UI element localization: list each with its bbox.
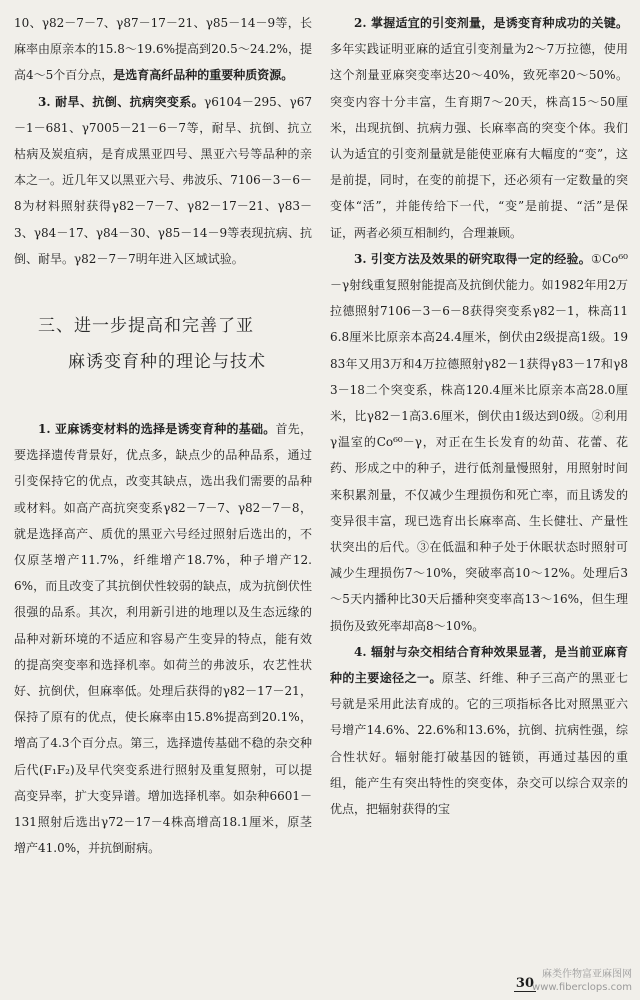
left-paragraph-continued — [14, 10, 312, 89]
section-heading-line-1: 三、进一步提高和完善了亚 — [38, 316, 254, 337]
watermark — [532, 968, 632, 994]
paragraph-body: 首先，要选择遗传背景好，优点多，缺点少的品种品系，通过引变保持它的优点，改变其缺点，选出我们需要的品种或材料。如高产高抗突变系γ82－7－7、γ82－7－8，就是选择高产、质优的黑亚六号经过照射后选出的，不仅原茎增产11.7%，纤维增产18.7%，种子增产12.6%，而且改变了其抗倒伏性较弱的缺点，成为抗倒伏性很强的品系。其次，利用新引进的地理以及生态远缘的品种对新环境的不适应和容易产生变异的特点，能有效的提高突变率和选择机率。如荷兰的弗波乐，农艺性状好、抗倒伏，但麻率低。处理后获得的γ82－17－21，保持了原有的优点，使长麻率由15.8%提高到20.1%，增高了4.3个百分点。第三，选择遗传基础不稳的杂交种后代(F₁F₂)及早代突变系进行照射及重复照射，可以提高变异率，扩大变异谱。增加选择机率。如杂种6601－131照射后选出γ72－17－4株高增高18.1厘米，原茎增产41.0%，并抗倒耐病。 — [14, 422, 312, 856]
paragraph-lead: 4. 辐射与杂交相结合育种效果显著，是当前亚麻育种的主要途径之一。 — [330, 644, 628, 686]
right-paragraph-radiation-hybrid — [330, 639, 628, 822]
paragraph-lead: 2. 掌握适宜的引变剂量，是诱变育种成功的关键。 — [354, 16, 628, 30]
left-paragraph-continued-text: 10、γ82－7－7、γ87－17－21、γ85－14－9等，长麻率由原亲本的15.8～19.6%提高到20.5～24.2%，提高4～5个百分点， — [14, 16, 312, 83]
right-paragraph-methods — [330, 246, 628, 639]
left-paragraph-material-selection — [14, 416, 312, 861]
section-heading-line-2: 麻诱变育种的理论与技术 — [68, 352, 266, 373]
right-paragraph-dose — [330, 10, 628, 246]
page-number: 30 — [515, 976, 534, 991]
section-heading — [14, 308, 312, 380]
paragraph-body: γ6104－295、γ67－1－681、γ7005－21－6－7等，耐旱、抗倒、抗立枯病及炭疽病，是育成黑亚四号、黑亚六号等品种的亲本之一。近几年又以黑亚六号、弗波乐、7106－3－6－8为材料照射获得γ82－7－7、γ82－17－21、γ83－3、γ84－17、γ84－30、γ85－14－9等表现抗病、抗倒、耐旱。γ82－7－7明年进入区域试验。 — [14, 94, 312, 266]
left-paragraph-drought-resistant — [14, 89, 312, 272]
paragraph-lead: 3. 引变方法及效果的研究取得一定的经验。 — [354, 251, 591, 266]
left-paragraph-continued-emphasis: 是选育高纤品种的重要种质资源。 — [113, 68, 294, 83]
paragraph-body: 多年实践证明亚麻的适宜引变剂量为2～7万拉德，使用这个剂量亚麻突变率达20～40%，致死率20～50%。突变内容十分丰富，生育期7～20天，株高15～50厘米，出现抗倒、抗病力强、长麻率高的突变个体。我们认为适宜的引变剂量就是能使亚麻有大幅度的“变”，这是前提，同时，在变的前提下，还必须有一定数量的突变体“活”，并能传给下一代，“变”是前提、“活”是保证，两者必须互相制约，合理兼顾。 — [330, 42, 628, 240]
two-column-body — [14, 10, 628, 861]
watermark-line-1: 麻类作物富亚麻图网 — [542, 969, 632, 980]
left-column — [14, 10, 312, 861]
paragraph-body: ①Co⁶⁰－γ射线重复照射能提高及抗倒伏能力。如1982年用2万拉德照射7106－3－6－8获得突变系γ82－1，株高116.8厘米比原亲本高24.4厘米，倒伏由2级提高1级。1983年又用3万和4万拉德照射γ82－1获得γ83－17和γ83－18二个突变系，株高120.4厘米比原亲本高28.0厘米，比γ82－1高3.6厘米，倒伏由1级达到0级。②利用γ温室的Co⁶⁰－γ，对正在生长发育的幼苗、花蕾、花药、形成之中的种子，进行低剂量慢照射，用照射时间来积累剂量，不仅减少生理损伤和死亡率，而且诱发的变异很丰富，现已选育出长麻率高、生长健壮、产量性状突出的后代。③在低温和种子处于休眠状态时照射可减少生理损伤7～10%，突破率高10～12%。处理后3～5天内播种比30天后播种突变率高13～16%，但生理损伤及致死率却高8～10%。 — [330, 251, 628, 633]
paragraph-body: 原茎、纤维、种子三高产的黑亚七号就是采用此法育成的。它的三项指标各比对照黑亚六号增产14.6%、22.6%和13.6%，抗倒、抗病性强，综合性状好。辐射能打破基因的链锁，再通过基因的重组，能产生有突出特性的突变体，杂交可以综合双亲的优点，把辐射获得的宝 — [330, 671, 628, 817]
watermark-line-2: www.fiberclops.com — [532, 982, 632, 993]
right-column — [330, 10, 628, 861]
paragraph-lead: 1. 亚麻诱变材料的选择是诱变育种的基础。 — [38, 422, 276, 437]
paragraph-lead: 3. 耐旱、抗倒、抗病突变系。 — [38, 94, 205, 109]
